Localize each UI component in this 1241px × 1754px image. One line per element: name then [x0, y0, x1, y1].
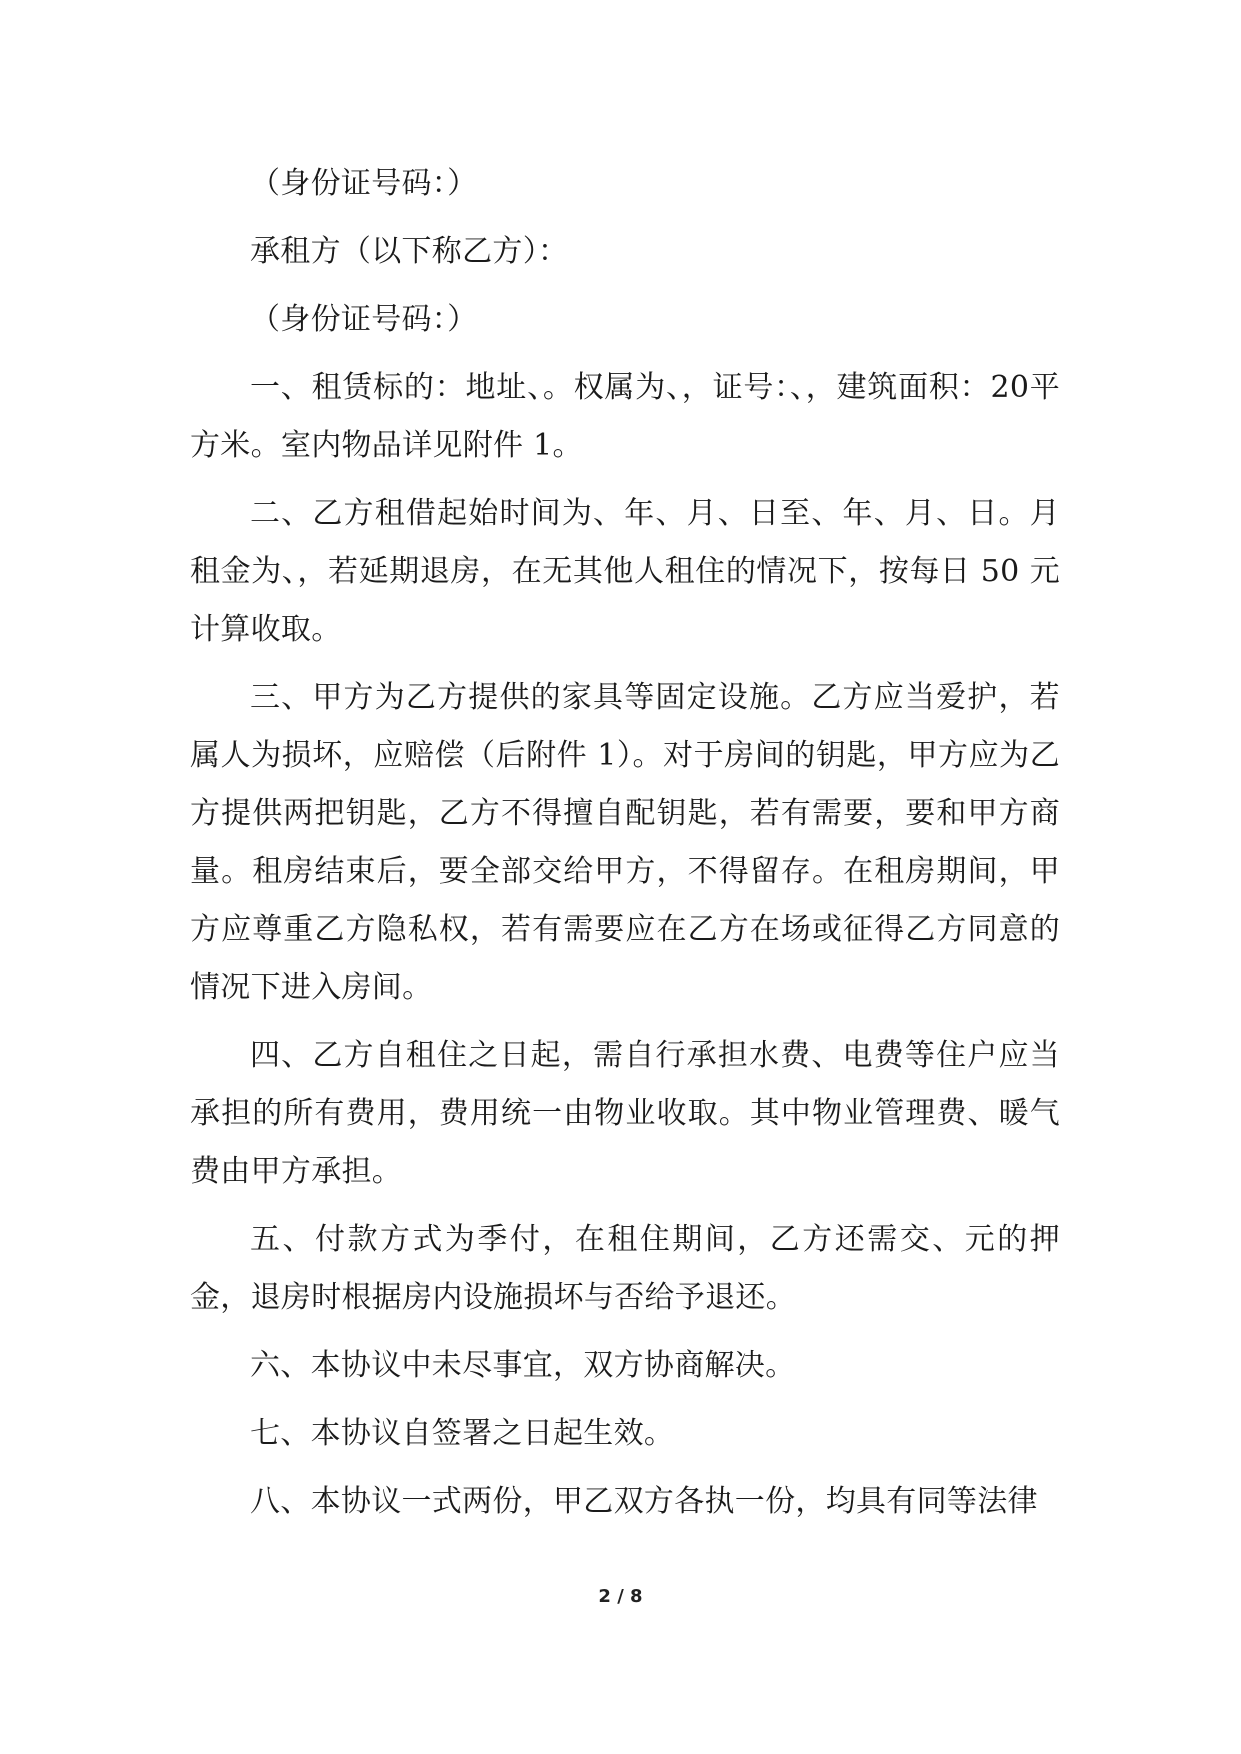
- paragraph-clause-7: 七、本协议自签署之日起生效。: [250, 1416, 675, 1451]
- paragraph-clause-3: 三、甲方为乙方提供的家具等固定设施。乙方应当爱护，若属人为损坏，应赔偿（后附件 1）。对于房间的钥匙，甲方应为乙方提供两把钥匙，乙方不得擅自配钥匙，若有需要，要和甲方商量。租房结束后，要全部交给甲方，不得留存。在租房期间，甲方应尊重乙方隐私权，若有需要应在乙方在场或征得乙方同意的情况下进入房间。: [190, 680, 1060, 1005]
- paragraph-id-number-1: （身份证号码：）: [250, 166, 478, 201]
- paragraph-lessee: 承租方（以下称乙方）：: [250, 234, 569, 269]
- paragraph-clause-1: 一、租赁标的：地址、。权属为、，证号：、，建筑面积：20平方米。室内物品详见附件 1。: [190, 370, 1060, 463]
- paragraph-clause-8: 八、本协议一式两份，甲乙双方各执一份，均具有同等法律: [250, 1484, 1038, 1519]
- paragraph-id-number-2: （身份证号码：）: [250, 302, 478, 337]
- paragraph-clause-6: 六、本协议中未尽事宜，双方协商解决。: [250, 1348, 796, 1383]
- paragraph-clause-5: 五、付款方式为季付，在租住期间，乙方还需交、元的押金，退房时根据房内设施损坏与否给予退还。: [190, 1222, 1060, 1315]
- page-number: 2 / 8: [598, 1586, 643, 1607]
- paragraph-clause-4: 四、乙方自租住之日起，需自行承担水费、电费等住户应当承担的所有费用，费用统一由物业收取。其中物业管理费、暖气费由甲方承担。: [190, 1038, 1060, 1189]
- paragraph-clause-2: 二、乙方租借起始时间为、年、月、日至、年、月、日。月租金为、，若延期退房，在无其他人租住的情况下，按每日 50 元计算收取。: [190, 496, 1060, 647]
- document-body: [190, 155, 1060, 1541]
